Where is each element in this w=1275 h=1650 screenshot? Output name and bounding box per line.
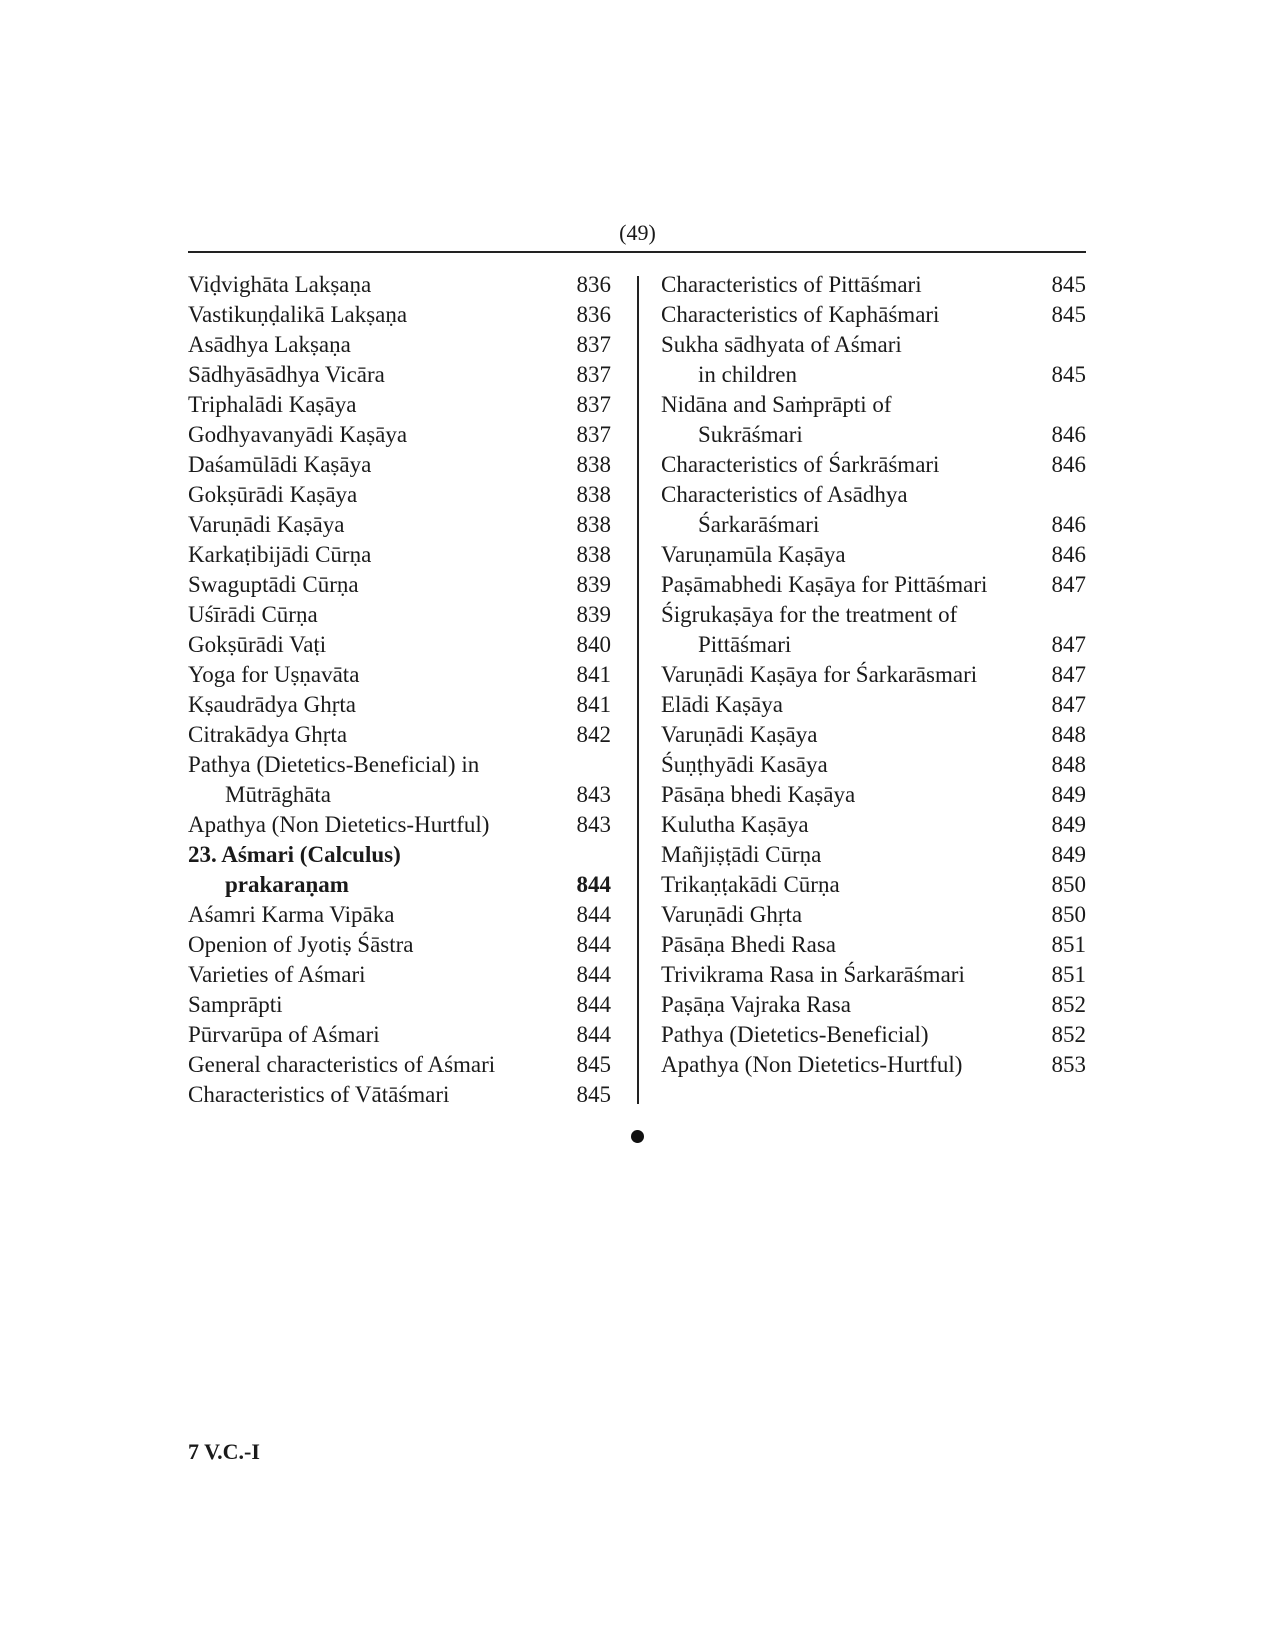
entry-title: Paṣāṇa Vajraka Rasa xyxy=(661,992,851,1017)
entry-title: Apathya (Non Dietetics-Hurtful) xyxy=(661,1052,963,1077)
entry-title: Samprāpti xyxy=(188,992,283,1017)
entry-page-number: 846 xyxy=(1051,512,1086,537)
toc-entry xyxy=(188,780,611,810)
toc-entry xyxy=(661,690,1086,720)
toc-entry xyxy=(661,420,1086,450)
entry-title: Pāsāṇa Bhedi Rasa xyxy=(661,932,837,957)
entry-page-number: 841 xyxy=(576,662,611,687)
toc-entry xyxy=(188,930,611,960)
entry-title: Characteristics of Śarkrāśmari xyxy=(661,452,940,477)
toc-entry xyxy=(188,360,611,390)
entry-title: Sukrāśmari xyxy=(698,422,803,447)
entry-page-number: 837 xyxy=(576,392,611,417)
entry-title: Trikaṇṭakādi Cūrṇa xyxy=(661,872,840,897)
toc-entry xyxy=(661,840,1086,870)
entry-title: Varuṇamūla Kaṣāya xyxy=(661,542,846,567)
entry-title: Kulutha Kaṣāya xyxy=(661,812,809,837)
entry-page-number: 845 xyxy=(576,1082,611,1107)
entry-title: Pathya (Dietetics-Beneficial) xyxy=(661,1022,929,1047)
entry-page-number: 839 xyxy=(576,602,611,627)
entry-title: Pūrvarūpa of Aśmari xyxy=(188,1022,380,1047)
entry-page-number: 852 xyxy=(1051,992,1086,1017)
entry-title: Triphalādi Kaṣāya xyxy=(188,392,357,417)
entry-page-number: 845 xyxy=(576,1052,611,1077)
toc-entry xyxy=(661,570,1086,600)
entry-page-number: 845 xyxy=(1051,272,1086,297)
entry-page-number: 844 xyxy=(576,1022,611,1047)
toc-entry xyxy=(188,480,611,510)
entry-page-number: 847 xyxy=(1051,662,1086,687)
entry-title: Gokṣūrādi Kaṣāya xyxy=(188,482,358,507)
entry-title: Sukha sādhyata of Aśmari xyxy=(661,332,902,357)
toc-entry xyxy=(661,750,1086,780)
entry-page-number: 850 xyxy=(1051,902,1086,927)
entry-title: in children xyxy=(698,362,797,387)
entry-title: Citrakādya Ghṛta xyxy=(188,722,348,747)
entry-title: Śarkarāśmari xyxy=(698,512,820,537)
toc-entry xyxy=(661,990,1086,1020)
entry-title: Trivikrama Rasa in Śarkarāśmari xyxy=(661,962,965,987)
toc-left-column xyxy=(188,270,611,1110)
entry-page-number: 844 xyxy=(576,932,611,957)
toc-entry xyxy=(188,990,611,1020)
entry-page-number: 853 xyxy=(1051,1052,1086,1077)
entry-title: Pāsāṇa bhedi Kaṣāya xyxy=(661,782,856,807)
entry-page-number: 838 xyxy=(576,452,611,477)
entry-title: Mūtrāghāta xyxy=(225,782,332,807)
entry-title: Sādhyāsādhya Vicāra xyxy=(188,362,385,387)
toc-entry xyxy=(188,540,611,570)
entry-page-number: 849 xyxy=(1051,782,1086,807)
entry-page-number: 842 xyxy=(576,722,611,747)
entry-title: Yoga for Uṣṇavāta xyxy=(188,662,360,687)
toc-entry xyxy=(188,330,611,360)
entry-page-number: 845 xyxy=(1051,362,1086,387)
toc-entry xyxy=(188,720,611,750)
entry-title: Aśamri Karma Vipāka xyxy=(188,902,395,927)
entry-title: Viḍvighāta Lakṣaṇa xyxy=(188,272,372,297)
entry-title: Varieties of Aśmari xyxy=(188,962,366,987)
toc-entry xyxy=(188,1080,611,1110)
toc-entry xyxy=(661,900,1086,930)
toc-entry xyxy=(661,270,1086,300)
toc-entry xyxy=(188,1020,611,1050)
toc-entry xyxy=(661,390,1086,420)
toc-entry xyxy=(661,870,1086,900)
entry-page-number: 846 xyxy=(1051,422,1086,447)
entry-title: Swaguptādi Cūrṇa xyxy=(188,572,359,597)
entry-title: Characteristics of Pittāśmari xyxy=(661,272,922,297)
entry-page-number: 843 xyxy=(576,782,611,807)
entry-title: Mañjiṣṭādi Cūrṇa xyxy=(661,842,822,867)
entry-title: Asādhya Lakṣaṇa xyxy=(188,332,351,357)
toc-entry xyxy=(188,510,611,540)
entry-page-number: 847 xyxy=(1051,692,1086,717)
entry-page-number: 846 xyxy=(1051,452,1086,477)
entry-page-number: 848 xyxy=(1051,752,1086,777)
toc-entry xyxy=(188,900,611,930)
toc-entry xyxy=(661,1050,1086,1080)
toc-entry xyxy=(188,960,611,990)
toc-entry xyxy=(188,600,611,630)
entry-page-number: 840 xyxy=(576,632,611,657)
entry-title: Characteristics of Vātāśmari xyxy=(188,1082,450,1107)
toc-entry xyxy=(188,630,611,660)
entry-page-number: 841 xyxy=(576,692,611,717)
toc-entry xyxy=(188,690,611,720)
page-number: (49) xyxy=(619,220,656,245)
entry-page-number: 838 xyxy=(576,482,611,507)
toc-entry xyxy=(188,660,611,690)
toc-entry xyxy=(661,780,1086,810)
toc-entry xyxy=(188,750,611,780)
printer-signature: 7 V.C.-I xyxy=(188,1439,260,1464)
entry-title: Pittāśmari xyxy=(698,632,792,657)
entry-page-number: 836 xyxy=(576,302,611,327)
toc-entry xyxy=(188,450,611,480)
toc-entry xyxy=(661,510,1086,540)
entry-page-number: 846 xyxy=(1051,542,1086,567)
header-rule xyxy=(188,251,1086,253)
entry-page-number: 849 xyxy=(1051,842,1086,867)
column-divider xyxy=(637,276,639,1104)
entry-page-number: 851 xyxy=(1051,932,1086,957)
entry-title: Daśamūlādi Kaṣāya xyxy=(188,452,372,477)
toc-entry xyxy=(661,960,1086,990)
entry-title: Kṣaudrādya Ghṛta xyxy=(188,692,356,717)
toc-entry xyxy=(188,810,611,840)
entry-page-number: 852 xyxy=(1051,1022,1086,1047)
entry-title: Openion of Jyotiṣ Śāstra xyxy=(188,932,414,957)
toc-entry xyxy=(661,930,1086,960)
toc-entry xyxy=(661,540,1086,570)
entry-title: 23. Aśmari (Calculus) xyxy=(188,842,401,867)
entry-page-number: 845 xyxy=(1051,302,1086,327)
entry-title: Varuṇādi Kaṣāya xyxy=(188,512,345,537)
toc-entry xyxy=(661,450,1086,480)
entry-title: Śuṇṭhyādi Kasāya xyxy=(661,752,828,777)
toc-entry xyxy=(188,870,611,900)
entry-page-number: 843 xyxy=(576,812,611,837)
entry-page-number: 848 xyxy=(1051,722,1086,747)
toc-entry xyxy=(188,570,611,600)
toc-entry xyxy=(661,720,1086,750)
entry-page-number: 844 xyxy=(576,902,611,927)
entry-page-number: 838 xyxy=(576,542,611,567)
entry-title: Apathya (Non Dietetics-Hurtful) xyxy=(188,812,490,837)
entry-title: Godhyavanyādi Kaṣāya xyxy=(188,422,408,447)
toc-entry xyxy=(661,300,1086,330)
toc-entry xyxy=(661,630,1086,660)
toc-entry xyxy=(661,660,1086,690)
entry-title: Vastikuṇḍalikā Lakṣaṇa xyxy=(188,302,408,327)
entry-page-number: 839 xyxy=(576,572,611,597)
entry-page-number: 836 xyxy=(576,272,611,297)
toc-entry xyxy=(661,360,1086,390)
entry-title: Gokṣūrādi Vaṭi xyxy=(188,632,327,657)
entry-title: Pathya (Dietetics-Beneficial) in xyxy=(188,752,480,777)
entry-title: prakaraṇam xyxy=(225,872,349,897)
toc-entry xyxy=(188,270,611,300)
entry-page-number: 837 xyxy=(576,422,611,447)
entry-page-number: 844 xyxy=(576,992,611,1017)
toc-entry xyxy=(188,300,611,330)
entry-title: General characteristics of Aśmari xyxy=(188,1052,496,1077)
toc-entry xyxy=(661,480,1086,510)
entry-title: Elādi Kaṣāya xyxy=(661,692,783,717)
entry-page-number: 850 xyxy=(1051,872,1086,897)
entry-page-number: 837 xyxy=(576,332,611,357)
entry-page-number: 837 xyxy=(576,362,611,387)
end-bullet-icon xyxy=(631,1130,644,1143)
entry-title: Characteristics of Asādhya xyxy=(661,482,908,507)
entry-title: Nidāna and Saṁprāpti of xyxy=(661,392,892,417)
entry-page-number: 844 xyxy=(576,962,611,987)
entry-title: Karkaṭibijādi Cūrṇa xyxy=(188,542,372,567)
toc-entry xyxy=(188,1050,611,1080)
toc-entry xyxy=(661,810,1086,840)
entry-title: Varuṇādi Ghṛta xyxy=(661,902,803,927)
entry-page-number: 844 xyxy=(576,872,611,897)
toc-entry xyxy=(661,1020,1086,1050)
entry-page-number: 847 xyxy=(1051,572,1086,597)
entry-title: Śigrukaṣāya for the treatment of xyxy=(661,602,958,627)
toc-entry xyxy=(661,330,1086,360)
toc-entry xyxy=(188,840,611,870)
entry-title: Uśīrādi Cūrṇa xyxy=(188,602,318,627)
entry-title: Varuṇādi Kaṣāya xyxy=(661,722,818,747)
entry-page-number: 847 xyxy=(1051,632,1086,657)
toc-right-column xyxy=(661,270,1086,1080)
entry-title: Varuṇādi Kaṣāya for Śarkarāsmari xyxy=(661,662,978,687)
entry-page-number: 849 xyxy=(1051,812,1086,837)
entry-title: Characteristics of Kaphāśmari xyxy=(661,302,940,327)
toc-entry xyxy=(188,420,611,450)
entry-title: Paṣāmabhedi Kaṣāya for Pittāśmari xyxy=(661,572,988,597)
entry-page-number: 838 xyxy=(576,512,611,537)
toc-entry xyxy=(188,390,611,420)
entry-page-number: 851 xyxy=(1051,962,1086,987)
toc-entry xyxy=(661,600,1086,630)
